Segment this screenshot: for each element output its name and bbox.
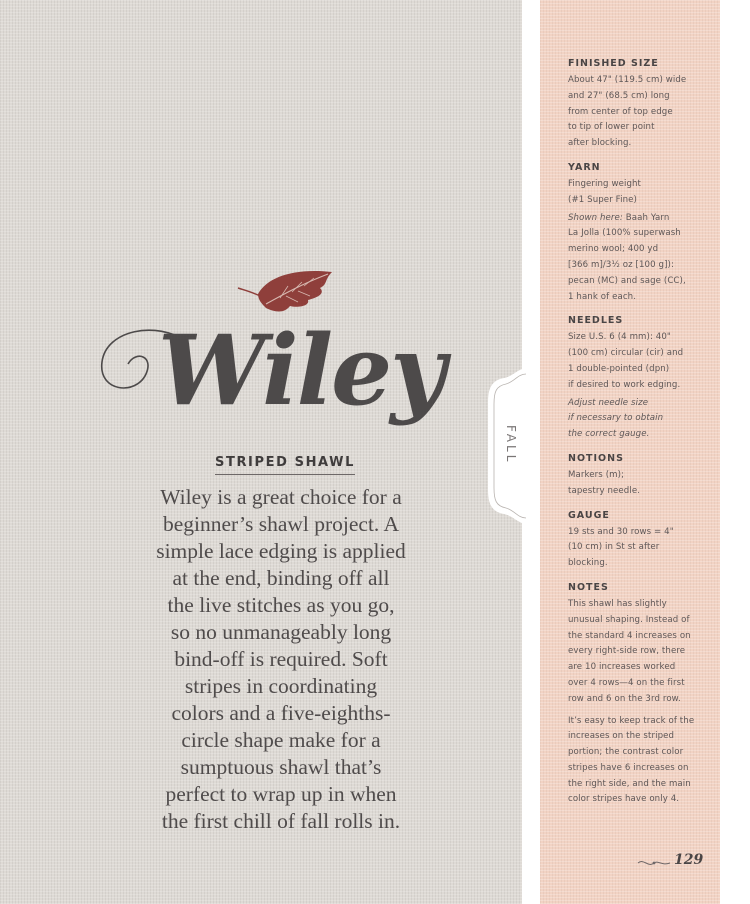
intro-line: circle shape make for a <box>181 728 381 752</box>
pattern-details-sidebar <box>568 58 708 818</box>
pattern-intro <box>130 484 432 835</box>
pattern-title-text: Wiley <box>158 314 444 427</box>
page-number-text: 129 <box>674 852 704 868</box>
page-number <box>636 852 716 874</box>
intro-line: beginner’s shawl project. A <box>162 512 400 536</box>
notes-paragraph-1: This shawl has slightly unusual shaping. Instead of the standard 4 increases on every right-side row, there are 10 increases worked over 4 rows—4 on the first row and 6 on the 3rd row. <box>568 598 691 704</box>
needles-text: Size U.S. 6 (4 mm): 40" (100 cm) circular (cir) and 1 double-pointed (dpn) if desired to work edging. <box>568 332 684 390</box>
gauge-section <box>568 510 708 572</box>
notions-heading: NOTIONS <box>568 452 624 464</box>
flourish-icon <box>636 856 672 870</box>
notions-section <box>568 453 708 500</box>
intro-line: sumptuous shawl that’s <box>180 755 382 779</box>
needles-section <box>568 315 708 443</box>
intro-line: stripes in coordinating <box>184 674 378 698</box>
yarn-section <box>568 162 708 305</box>
yarn-heading: YARN <box>568 161 601 173</box>
finished-size-section <box>568 58 708 152</box>
intro-line: the live stitches as you go, <box>167 593 395 617</box>
page-edge <box>720 0 750 904</box>
finished-size-heading: FINISHED SIZE <box>568 58 659 69</box>
pattern-subtitle-text: STRIPED SHAWL <box>215 455 355 475</box>
intro-line: so no unmanageably long <box>170 620 392 644</box>
yarn-weight: Fingering weight (#1 Super Fine) <box>568 178 642 205</box>
yarn-shown-here: Shown here: Baah Yarn La Jolla (100% superwash merino wool; 400 yd [366 m]/3½ oz [100 g]): pecan (MC) and sage (CC), 1 hank of each. <box>568 212 686 302</box>
intro-line: the first chill of fall rolls in. <box>161 809 401 833</box>
intro-line: simple lace edging is applied <box>156 539 406 563</box>
intro-line: perfect to wrap up in when <box>165 782 397 806</box>
finished-size-text: About 47" (119.5 cm) wide and 27" (68.5 cm) long from center of top edge to tip of lower point after blocking. <box>568 75 687 149</box>
gauge-text: 19 sts and 30 rows = 4" (10 cm) in St st after blocking. <box>568 526 674 569</box>
section-tab-label: FALL <box>504 425 518 465</box>
intro-line: bind-off is required. Soft <box>174 647 388 671</box>
notes-section <box>568 582 708 808</box>
notions-text: Markers (m); tapestry needle. <box>568 469 641 496</box>
intro-line: colors and a five-eighths- <box>171 701 391 725</box>
pattern-subtitle <box>160 455 410 475</box>
needles-heading: NEEDLES <box>568 315 624 327</box>
pattern-title <box>96 300 444 440</box>
notes-heading: NOTES <box>568 581 609 593</box>
gauge-heading: GAUGE <box>568 509 610 521</box>
needles-note: Adjust needle size if necessary to obtain the correct gauge. <box>568 397 664 440</box>
notes-paragraph-2: It’s easy to keep track of the increases on the striped portion; the contrast color stripes have 6 increases on the right side, and the main color stripes have only 4. <box>568 715 695 805</box>
intro-line: at the end, binding off all <box>172 566 390 590</box>
intro-line: Wiley is a great choice for a <box>160 485 402 509</box>
